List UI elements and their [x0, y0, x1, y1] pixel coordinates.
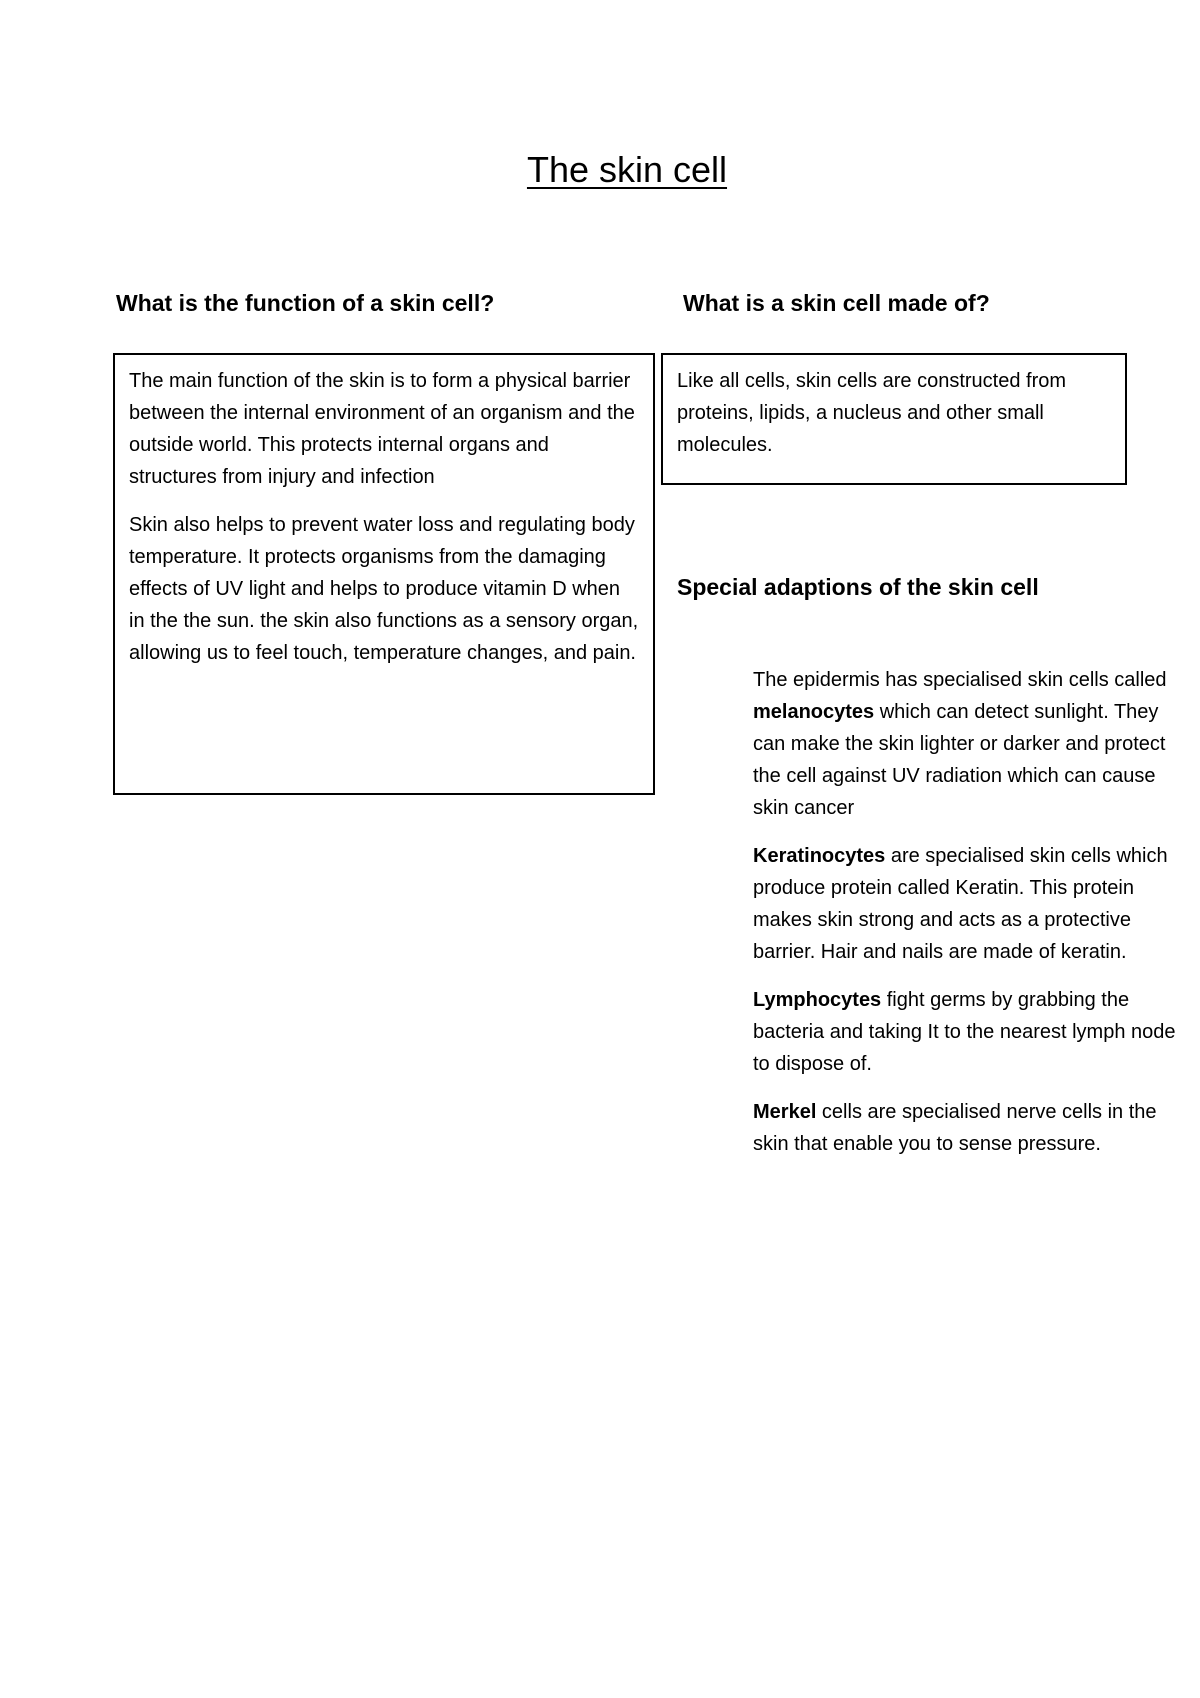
adaptation-keratinocytes	[753, 840, 1193, 968]
adaptation-term: Lymphocytes	[753, 989, 882, 1011]
adaptation-lymphocytes	[753, 984, 1193, 1080]
page-title: The skin cell	[526, 149, 728, 190]
made-of-text: Like all cells, skin cells are constructed from proteins, lipids, a nucleus and other small molecules.	[677, 370, 1067, 456]
adaptations-heading: Special adaptions of the skin cell	[677, 574, 1039, 600]
adaptation-text-after: fight germs by grabbing the bacteria and taking It to the nearest lymph node to dispose of.	[753, 989, 1176, 1075]
adaptation-term: Merkel	[753, 1101, 817, 1123]
adaptations-list	[753, 664, 1193, 1176]
function-answer-box	[113, 353, 655, 795]
function-heading: What is the function of a skin cell?	[116, 290, 495, 316]
adaptation-term: Keratinocytes	[753, 845, 886, 867]
function-paragraph-2: Skin also helps to prevent water loss and regulating body temperature. It protects organisms from the damaging effects of UV light and helps to produce vitamin D when in the the sun. the skin also functions as a sensory organ, allowing us to feel touch, temperature changes, and pain.	[129, 514, 639, 664]
adaptation-merkel	[753, 1096, 1193, 1160]
adaptation-text-after: are specialised skin cells which produce protein called Keratin. This protein makes skin strong and acts as a protective barrier. Hair and nails are made of keratin.	[753, 845, 1168, 963]
adaptation-text-before: The epidermis has specialised skin cells called	[753, 669, 1167, 691]
adaptation-text-after: cells are specialised nerve cells in the skin that enable you to sense pressure.	[753, 1101, 1157, 1155]
adaptation-term: melanocytes	[753, 701, 875, 723]
made-of-answer-box	[661, 353, 1127, 485]
adaptation-melanocytes	[753, 664, 1193, 824]
adaptation-text-after: which can detect sunlight. They can make the skin lighter or darker and protect the cell against UV radiation which can cause skin cancer	[753, 701, 1166, 819]
function-paragraph-1: The main function of the skin is to form a physical barrier between the internal environment of an organism and the outside world. This protects internal organs and structures from injury and infection	[129, 370, 635, 488]
made-of-heading: What is a skin cell made of?	[683, 290, 990, 316]
